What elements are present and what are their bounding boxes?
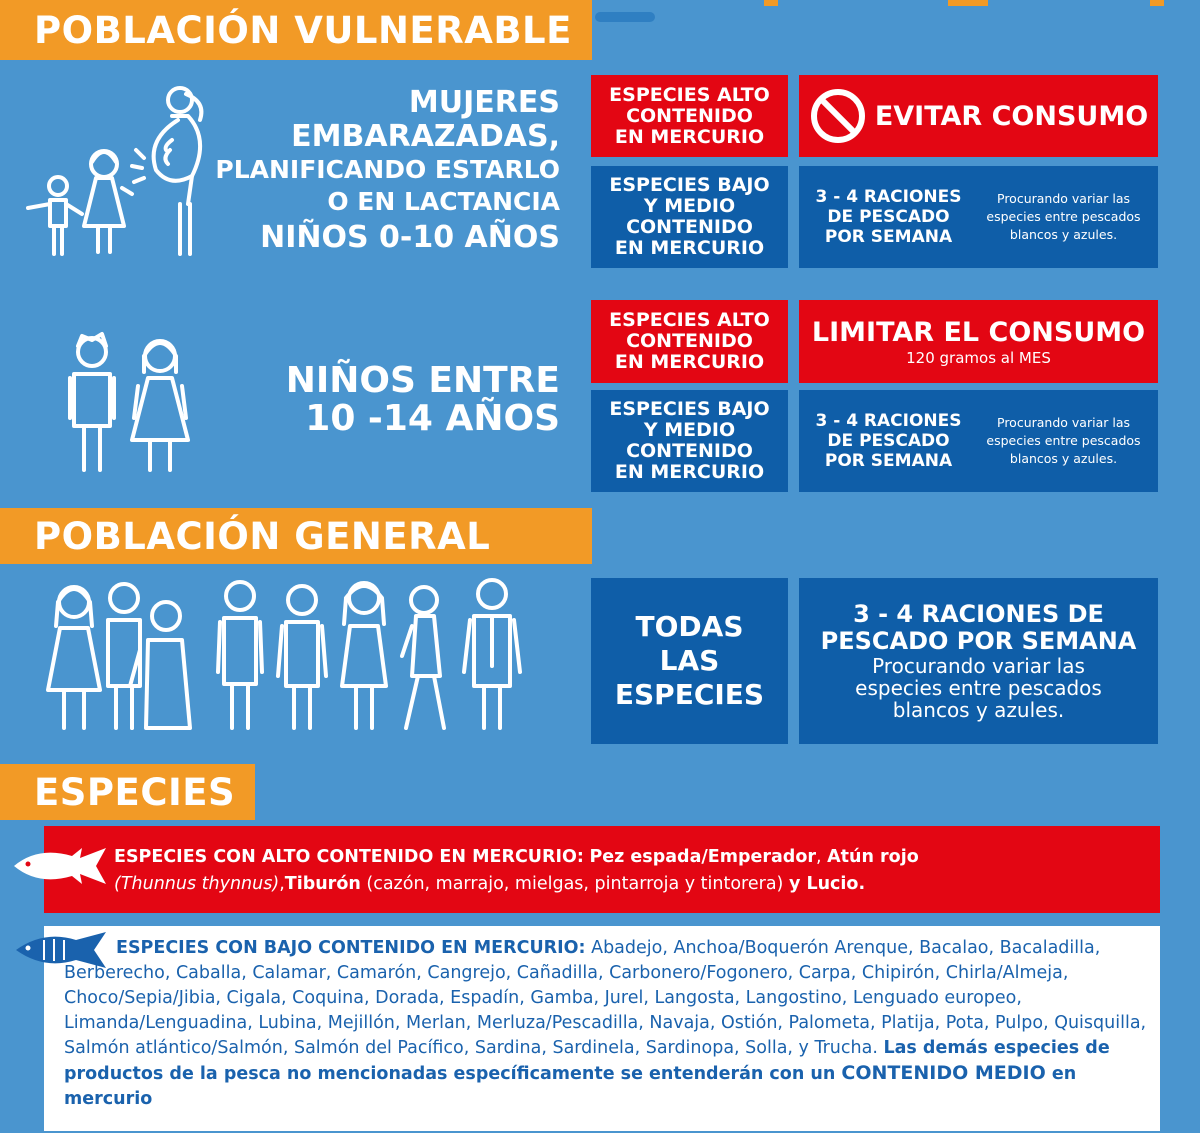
- group1-line: MUJERES: [408, 85, 560, 120]
- section-header-vulnerable: [0, 0, 592, 60]
- species-list: Abadejo, Anchoa/Boquerón Arenque, Bacalao, Bacaladilla, Berberecho, Caballa, Calamar, Camarón, Cangrejo, Cañadilla, Carbonero/Fogonero, Carpa, Chipirón, Chirla/Almeja, Choco/Sepia/Jibia, Cigala, Coquina, Dorada, Espadín, Gamba, Jurel, Langosta, Langostino, Lenguado europeo, Limanda/Lenguadina, Lubina, Mejillón, Merlan, Merluza/Pescadilla, Navaja, Ostión, Palometa, Platija, Pota, Pulpo, Quisquilla, Salmón atlántico/Salmón, Salmón del Pacífico, Sardina, Sardinela, Sardinopa, Solla, y Trucha.: [64, 938, 1147, 1058]
- general-advice: 3 - 4 RACIONES DE PESCADO POR SEMANA Procurando variar las especies entre pescados blancos y azules.: [799, 578, 1158, 744]
- group1-description: [40, 86, 560, 258]
- top-decoration: [764, 0, 778, 6]
- top-decoration: [1150, 0, 1164, 6]
- strip-title: ESPECIES CON ALTO CONTENIDO EN MERCURIO:: [114, 847, 584, 867]
- group2-line: 10 -14 AÑOS: [305, 398, 560, 439]
- high-mercury-label: ESPECIES ALTO CONTENIDO EN MERCURIO: [591, 300, 788, 383]
- high-mercury-advice: LIMITAR EL CONSUMO 120 gramos al MES: [799, 300, 1158, 383]
- group1-line: EMBARAZADAS,: [291, 119, 560, 154]
- section-title: ESPECIES: [34, 770, 236, 814]
- section-header-species: [0, 764, 255, 820]
- strip-title: ESPECIES CON BAJO CONTENIDO EN MERCURIO:: [116, 938, 586, 958]
- all-species-label: TODAS LAS ESPECIES: [591, 578, 788, 744]
- high-mercury-label: ESPECIES ALTO CONTENIDO EN MERCURIO: [591, 75, 788, 157]
- group2-line: NIÑOS ENTRE: [285, 360, 560, 401]
- variety-note: Procurando variar las especies entre pescados blancos y azules.: [986, 191, 1141, 242]
- fish-icon: [12, 844, 108, 888]
- low-mercury-label: ESPECIES BAJO Y MEDIO CONTENIDO EN MERCURIO: [591, 390, 788, 492]
- section-title: POBLACIÓN VULNERABLE: [34, 8, 572, 52]
- low-mercury-species: ESPECIES CON BAJO CONTENIDO EN MERCURIO: Abadejo, Anchoa/Boquerón Arenque, Bacalao, Bacaladilla, Berberecho, Caballa, Calamar, Camarón, Cangrejo, Cañadilla, Carbonero/Fogonero, Carpa, Chipirón, Chirla/Almeja, Choco/Sepia/Jibia, Cigala, Coquina, Dorada, Espadín, Gamba, Jurel, Langosta, Langostino, Lenguado europeo, Limanda/Lenguadina, Lubina, Mejillón, Merlan, Merluza/Pescadilla, Navaja, Ostión, Palometa, Platija, Pota, Pulpo, Quisquilla, Salmón atlántico/Salmón, Salmón del Pacífico, Sardina, Sardinela, Sardinopa, Solla, y Trucha. Las demás especies de productos de la pesca no mencionadas específicamente se entenderán con un CONTENIDO MEDIO en mercurio: [44, 926, 1160, 1131]
- low-mercury-label: ESPECIES BAJO Y MEDIO CONTENIDO EN MERCURIO: [591, 166, 788, 268]
- population-icon: [40, 576, 550, 736]
- group1-line: NIÑOS 0-10 AÑOS: [260, 220, 560, 255]
- high-mercury-species: ESPECIES CON ALTO CONTENIDO EN MERCURIO: Pez espada/Emperador, Atún rojo (Thunnus thynnus),Tiburón (cazón, marrajo, mielgas, pintarroja y tintorera) y Lucio.: [44, 826, 1160, 913]
- variety-note: Procurando variar las especies entre pescados blancos y azules.: [986, 415, 1141, 466]
- portions: 3 - 4 RACIONES DE PESCADO POR SEMANA: [815, 411, 962, 471]
- low-mercury-advice: [799, 390, 1158, 492]
- low-mercury-advice: [799, 166, 1158, 268]
- group1-line: O EN LACTANCIA: [327, 187, 560, 216]
- group1-line: PLANIFICANDO ESTARLO: [215, 155, 560, 184]
- section-title: POBLACIÓN GENERAL: [34, 514, 491, 558]
- prohibited-icon: [809, 87, 867, 145]
- fish-icon: [14, 930, 110, 970]
- high-mercury-advice: EVITAR CONSUMO: [799, 75, 1158, 157]
- top-decoration: [948, 0, 988, 6]
- portions: 3 - 4 RACIONES DE PESCADO POR SEMANA: [815, 187, 962, 247]
- group2-description: [40, 362, 560, 438]
- section-header-general: [0, 508, 592, 564]
- top-decoration: [595, 12, 655, 22]
